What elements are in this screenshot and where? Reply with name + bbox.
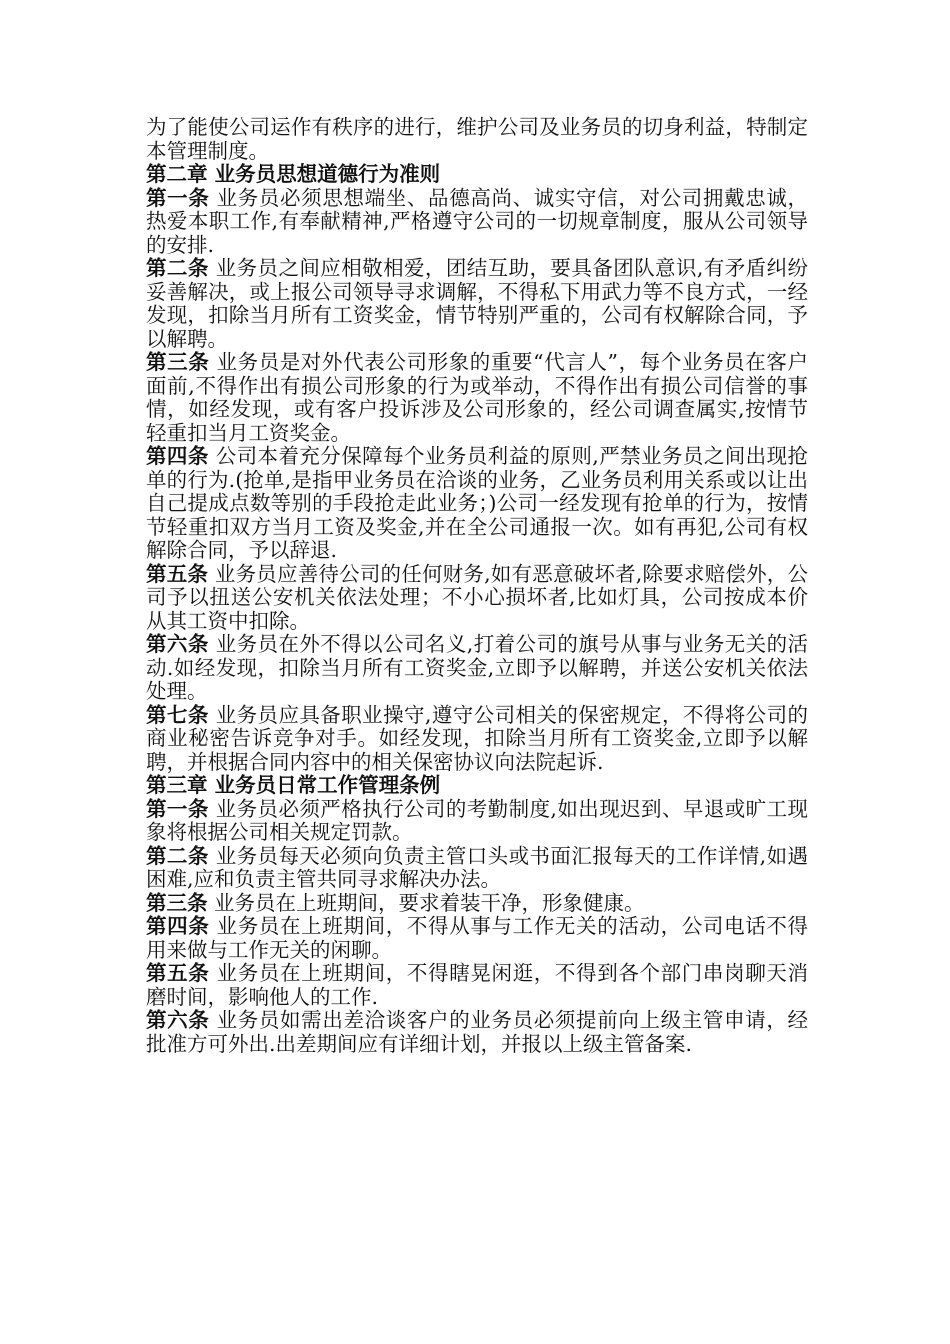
chapter-3-article-2 xyxy=(146,845,808,892)
chapter-2-article-4 xyxy=(146,445,808,563)
chapter-3-heading: 第三章 业务员日常工作管理条例 xyxy=(146,773,441,797)
article-label: 第六条 xyxy=(146,1008,210,1032)
article-label: 第四条 xyxy=(146,444,209,468)
article-text: 业务员应善待公司的任何财务,如有恶意破坏者,除要求赔偿外，公司予以扭送公安机关依法处理；不小心损坏者,比如灯具，公司按成本价从其工资中扣除。 xyxy=(146,561,808,633)
article-label: 第三条 xyxy=(146,890,208,915)
article-text: 业务员是对外代表公司形象的重要“代言人”，每个业务员在客户面前,不得作出有损公司形象的行为或举动，不得作出有损公司信誉的事情，如经发现，或有客户投诉涉及公司形象的，经公司调查属实,按情节轻重扣当月工资奖金。 xyxy=(146,350,809,445)
article-label: 第三条 xyxy=(146,350,210,374)
chapter-2-article-7 xyxy=(146,704,808,775)
article-text: 业务员在上班期间，要求着装干净，形象健康。 xyxy=(207,890,645,915)
chapter-3-article-6 xyxy=(146,1009,808,1056)
article-label: 第七条 xyxy=(146,702,209,727)
chapter-3-article-4 xyxy=(146,915,808,962)
chapter-3-article-3 xyxy=(146,892,808,916)
article-text: 公司本着充分保障每个业务员利益的原则,严禁业务员之间出现抢单的行为.(抢单,是指甲业务员在洽谈的业务，乙业务员利用关系或以让出自己提成点数等别的手段抢走此业务；)公司一经发现有抢单的行为，按情节轻重扣双方当月工资及奖金,并在全公司通报一次。如有再犯,公司有权解除合同，予以辞退. xyxy=(146,444,809,562)
chapter-3-article-1 xyxy=(146,798,808,845)
article-text: 业务员应具备职业操守,遵守公司相关的保密规定，不得将公司的商业秘密告诉竞争对手。如经发现，扣除当月所有工资奖金,立即予以解聘，并根据合同内容中的相关保密协议向法院起诉. xyxy=(146,702,809,774)
chapter-2-article-5 xyxy=(146,563,808,634)
article-label: 第四条 xyxy=(146,914,210,938)
article-text: 业务员如需出差洽谈客户的业务员必须提前向上级主管申请，经批准方可外出.出差期间应有详细计划，并报以上级主管备案. xyxy=(146,1008,809,1056)
article-label: 第二条 xyxy=(146,843,209,868)
article-label: 第六条 xyxy=(146,632,209,656)
article-text: 业务员在上班期间，不得从事与工作无关的活动，公司电话不得用来做与工作无关的闲聊。 xyxy=(146,914,809,962)
article-label: 第五条 xyxy=(146,961,210,985)
chapter-2-article-2 xyxy=(146,257,808,351)
article-label: 第一条 xyxy=(146,796,209,821)
article-text: 业务员每天必须向负责主管口头或书面汇报每天的工作详情,如遇困难,应和负责主管共同寻求解决办法。 xyxy=(146,843,809,891)
article-text: 业务员在外不得以公司名义,打着公司的旗号从事与业务无关的活动.如经发现，扣除当月所有工资奖金,立即予以解聘，并送公安机关依法处理。 xyxy=(146,632,809,703)
chapter-2-article-6 xyxy=(146,633,808,704)
article-text: 业务员之间应相敬相爱，团结互助，要具备团队意识,有矛盾纠纷妥善解决，或上报公司领导寻求调解，不得私下用武力等不良方式，一经发现，扣除当月所有工资奖金，情节特别严重的，公司有权解除合同，予以解聘。 xyxy=(146,256,809,351)
chapter-2-article-1 xyxy=(146,187,808,258)
article-label: 第二条 xyxy=(146,256,209,280)
article-text: 业务员必须严格执行公司的考勤制度,如出现迟到、早退或旷工现象将根据公司相关规定罚款。 xyxy=(146,796,809,844)
intro-paragraph: 为了能使公司运作有秩序的进行，维护公司及业务员的切身利益，特制定本管理制度。 xyxy=(146,115,808,163)
chapter-3-article-5 xyxy=(146,962,808,1009)
article-text: 业务员必须思想端坐、品德高尚、诚实守信，对公司拥戴忠诚，热爱本职工作,有奉献精神,严格遵守公司的一切规章制度，服从公司领导的安排. xyxy=(146,185,809,257)
article-label: 第五条 xyxy=(146,561,209,586)
chapter-2-article-3 xyxy=(146,351,808,445)
article-text: 业务员在上班期间，不得瞎晃闲逛，不得到各个部门串岗聊天消磨时间，影响他人的工作. xyxy=(146,961,809,1009)
chapter-2-heading: 第二章 业务员思想道德行为准则 xyxy=(146,162,441,186)
article-label: 第一条 xyxy=(146,185,210,210)
document-body xyxy=(146,116,808,1056)
